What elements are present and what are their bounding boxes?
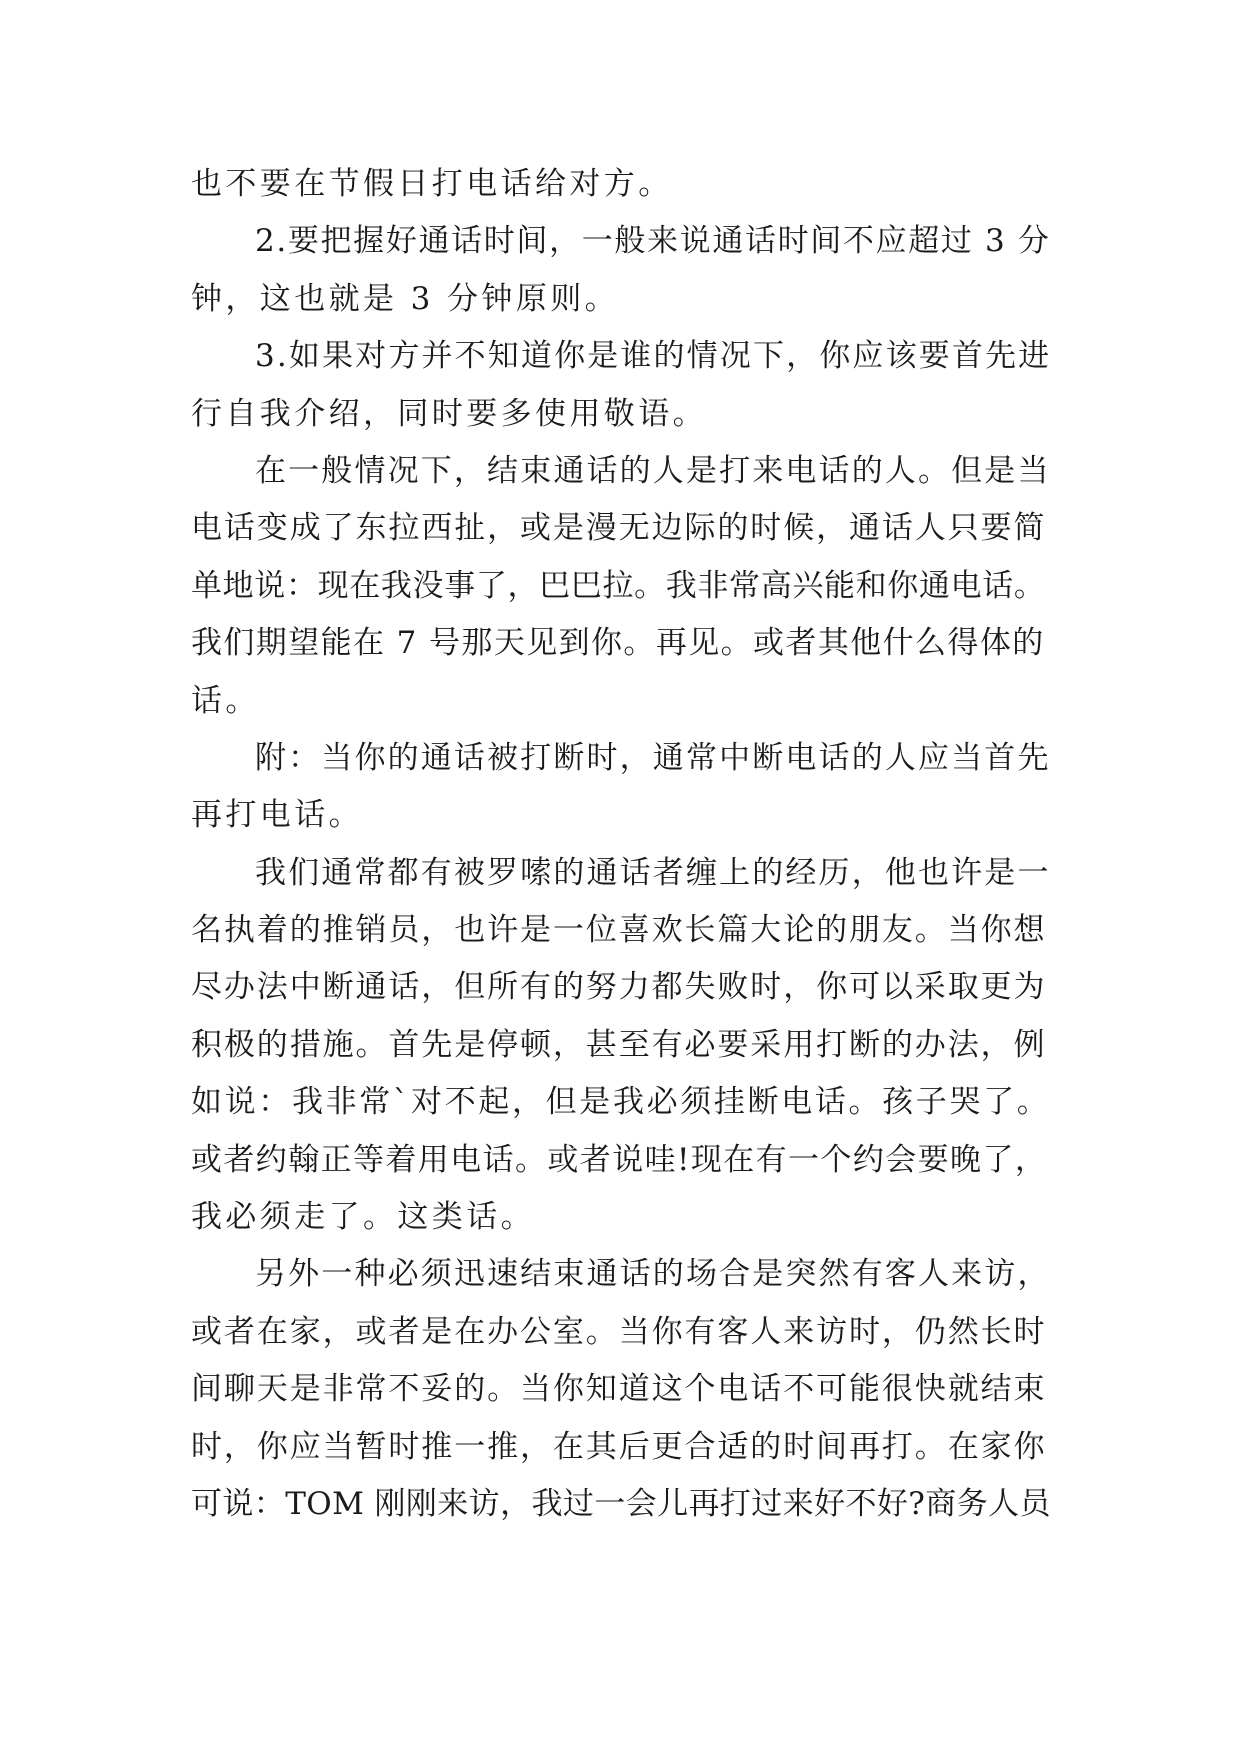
text-line: 2.要把握好通话时间，一般来说通话时间不应超过 3 分 [255, 223, 1051, 260]
text-line: 名执着的推销员，也许是一位喜欢长篇大论的朋友。当你想 [191, 912, 1047, 949]
body-text [191, 156, 1051, 1533]
text-line: 单地说：现在我没事了，巴巴拉。我非常高兴能和你通电话。 [191, 567, 1046, 604]
text-line: 我们通常都有被罗嗦的通话者缠上的经历，他也许是一 [255, 854, 1051, 891]
text-line: 话。 [191, 682, 260, 719]
text-line: 或者约翰正等着用电话。或者说哇!现在有一个约会要晚了， [191, 1141, 1048, 1178]
text-line: 如说：我非常`对不起，但是我必须挂断电话。孩子哭了。 [191, 1084, 1051, 1121]
text-line: 3.如果对方并不知道你是谁的情况下，你应该要首先进 [255, 338, 1052, 375]
text-line: 我必须走了。这类话。 [191, 1199, 535, 1236]
text-line: 也不要在节假日打电话给对方。 [191, 166, 673, 202]
text-line: 钟，这也就是 3 分钟原则。 [191, 280, 620, 317]
text-line: 时，你应当暂时推一推，在其后更合适的时间再打。在家你 [191, 1428, 1047, 1465]
text-line: 积极的措施。首先是停顿，甚至有必要采用打断的办法，例 [191, 1026, 1047, 1063]
text-line: 我们期望能在 7 号那天见到你。再见。或者其他什么得体的 [191, 625, 1045, 662]
text-line: 另外一种必须迅速结束通话的场合是突然有客人来访， [255, 1256, 1051, 1293]
text-line: 行自我介绍，同时要多使用敬语。 [191, 395, 707, 432]
text-line: 间聊天是非常不妥的。当你知道这个电话不可能很快就结束 [191, 1371, 1047, 1408]
text-line: 可说：TOM 刚刚来访，我过一会儿再打过来好不好?商务人员 [191, 1485, 1051, 1522]
text-line: 在一般情况下，结束通话的人是打来电话的人。但是当 [255, 452, 1051, 489]
text-line: 附：当你的通话被打断时，通常中断电话的人应当首先 [255, 739, 1051, 776]
text-line: 再打电话。 [191, 797, 363, 834]
text-line: 电话变成了东拉西扯，或是漫无边际的时候，通话人只要简 [191, 510, 1047, 547]
text-line: 尽办法中断通话，但所有的努力都失败时，你可以采取更为 [191, 969, 1047, 1006]
text-line: 或者在家，或者是在办公室。当你有客人来访时，仍然长时 [191, 1313, 1047, 1350]
